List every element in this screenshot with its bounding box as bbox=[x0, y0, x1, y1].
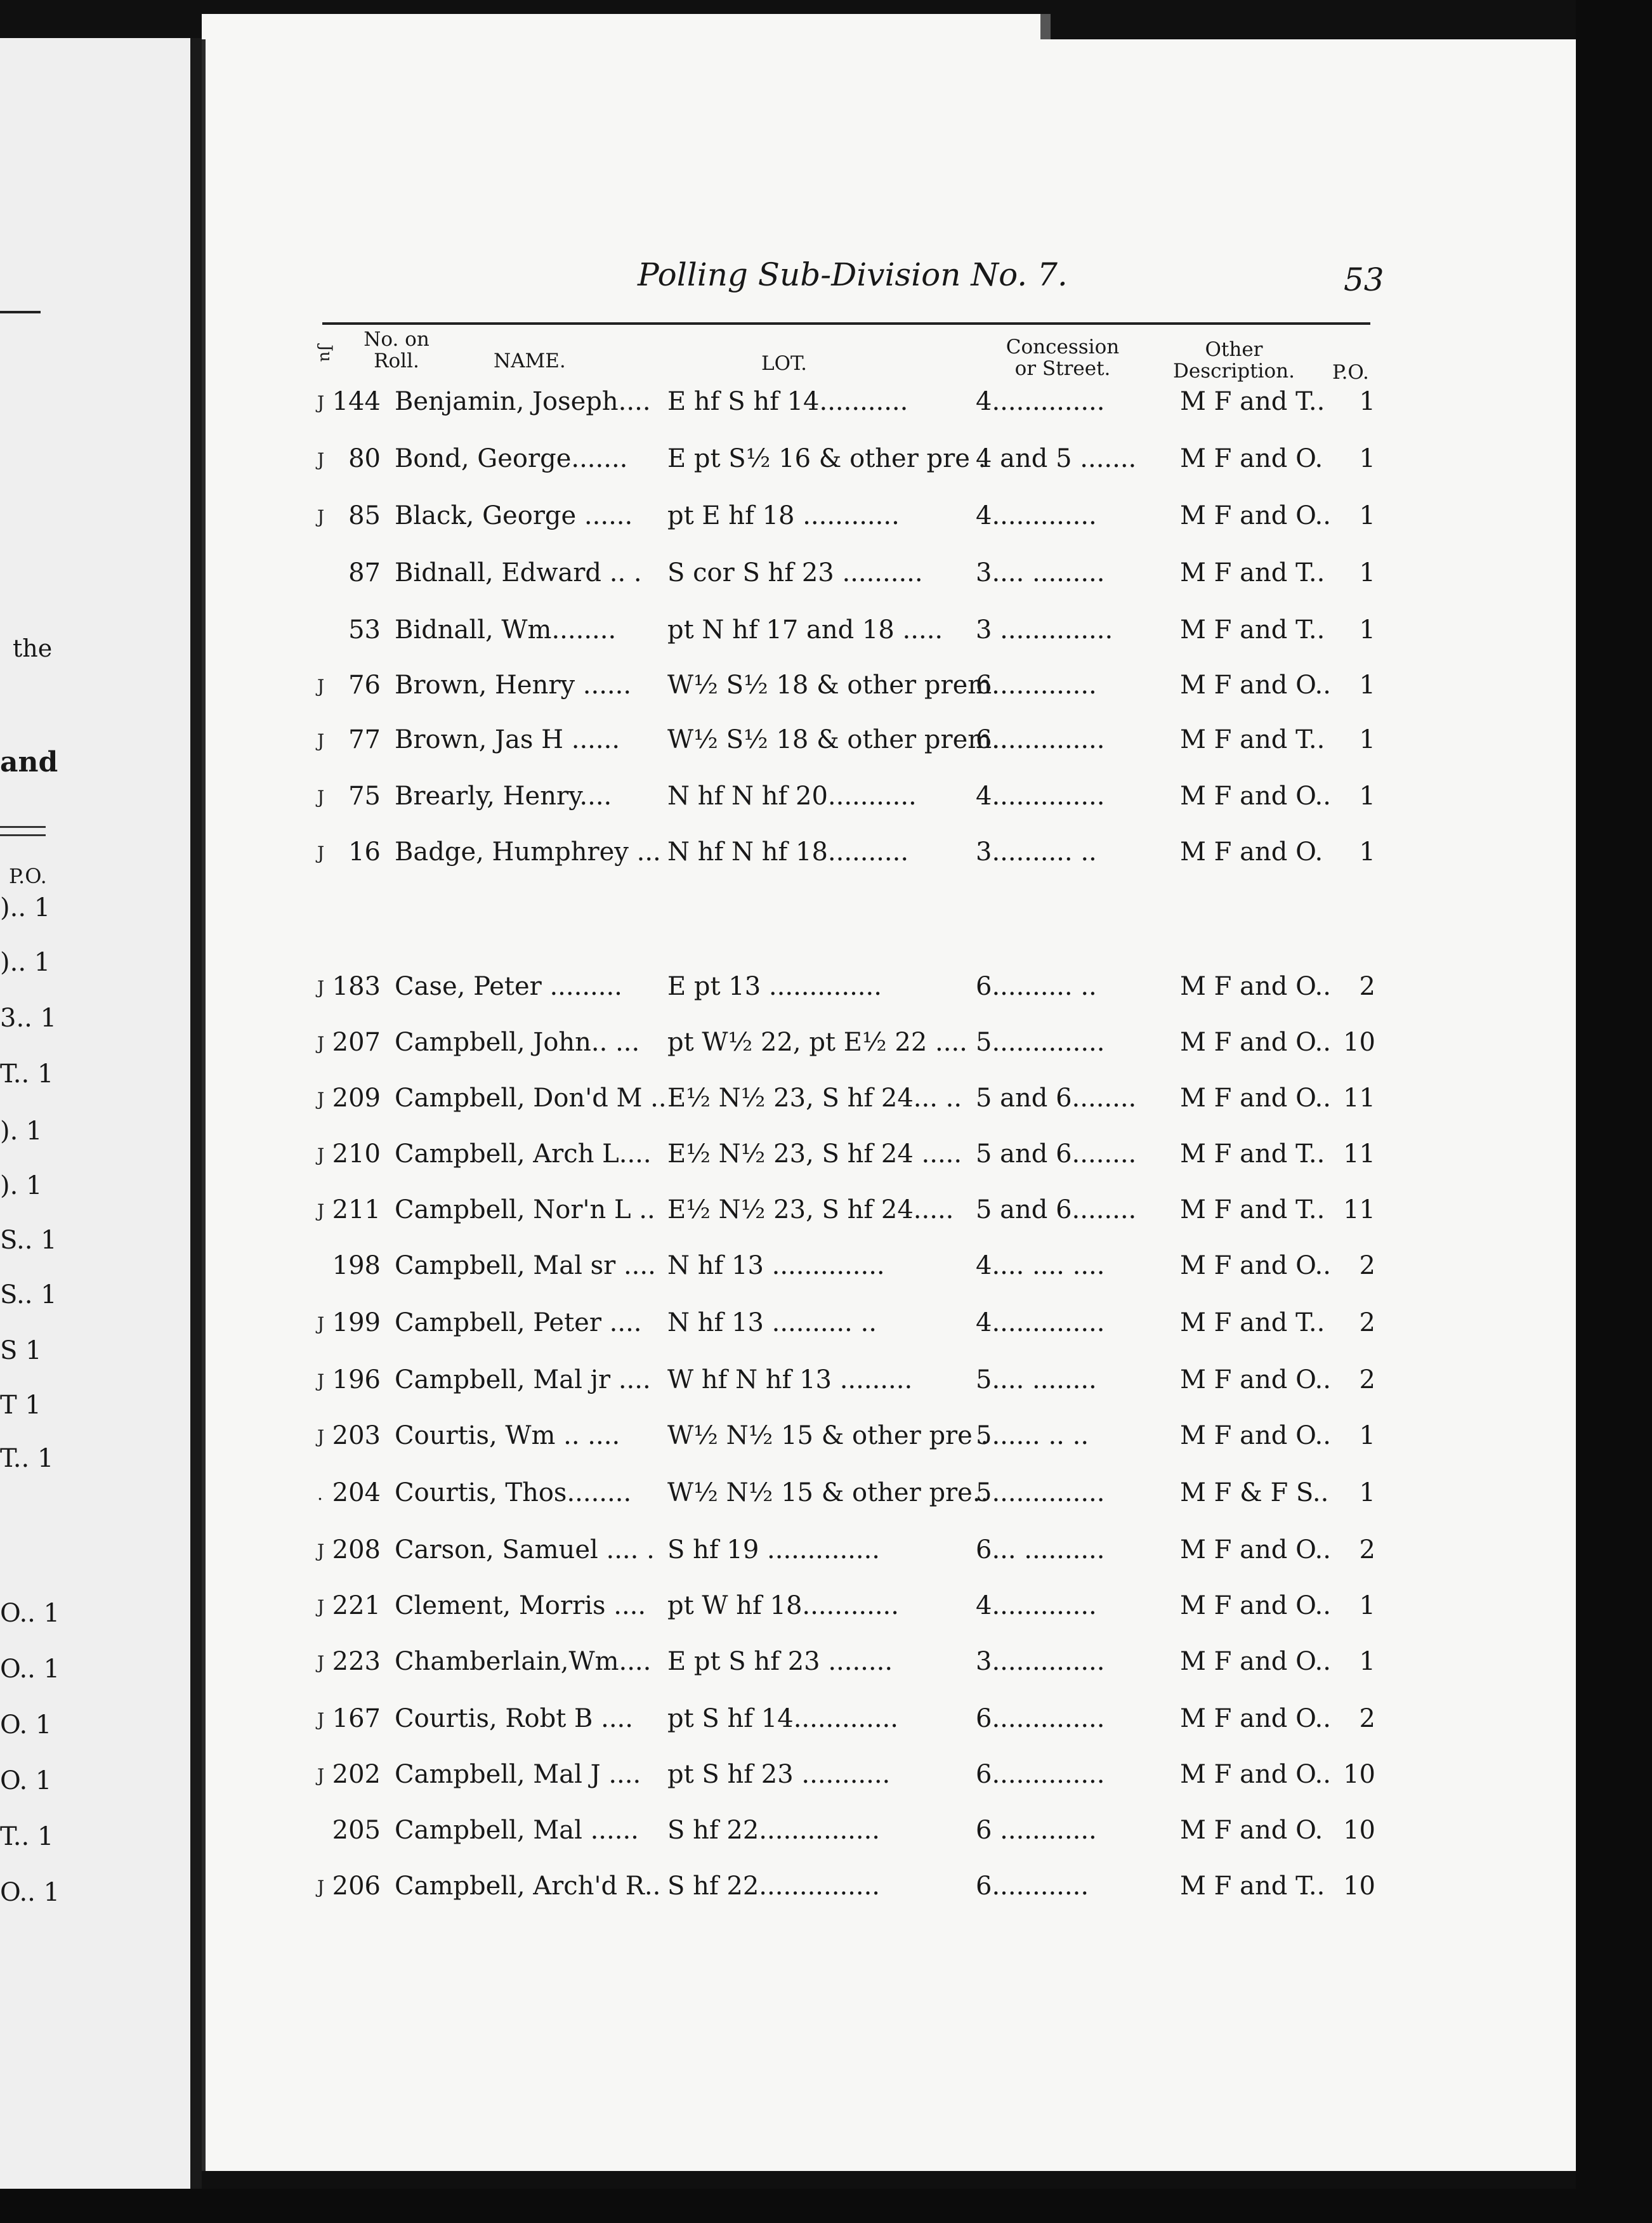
cell-roll: 211 bbox=[332, 1195, 381, 1224]
cell-mark: J bbox=[317, 1765, 325, 1786]
cell-desc: M F and T.. bbox=[1180, 725, 1325, 754]
cell-conc: 4 and 5 ....... bbox=[976, 444, 1137, 473]
left-fragment: O.. 1 bbox=[0, 1655, 60, 1684]
cell-lot: S hf 19 .............. bbox=[667, 1535, 881, 1564]
voter-row bbox=[0, 1365, 1652, 1403]
left-fragment: T.. 1 bbox=[0, 1822, 54, 1851]
cell-name: Campbell, Mal J .... bbox=[395, 1760, 641, 1789]
cell-name: Chamberlain,Wm.... bbox=[395, 1647, 652, 1676]
voter-row bbox=[0, 1421, 1652, 1459]
cell-lot: S hf 22............... bbox=[667, 1872, 881, 1901]
cell-mark: J bbox=[317, 787, 325, 808]
cell-mark: J bbox=[317, 1596, 325, 1617]
voter-row bbox=[0, 1139, 1652, 1177]
cell-mark: J bbox=[317, 1877, 325, 1898]
cell-po: 1 bbox=[1359, 501, 1375, 530]
cell-po: 10 bbox=[1343, 1028, 1375, 1057]
cell-roll: 80 bbox=[348, 444, 381, 473]
voter-row bbox=[0, 671, 1652, 709]
cell-lot: pt E hf 18 ............ bbox=[667, 501, 900, 530]
voter-row bbox=[0, 1084, 1652, 1122]
cell-mark: J bbox=[317, 1033, 325, 1054]
left-po-header: P.O. bbox=[9, 864, 47, 888]
cell-name: Campbell, Arch'd R.. bbox=[395, 1872, 661, 1901]
cell-conc: 6.............. bbox=[976, 725, 1105, 754]
cell-desc: M F and T.. bbox=[1180, 1872, 1325, 1901]
cell-lot: E½ N½ 23, S hf 24 ..... bbox=[667, 1139, 962, 1169]
cell-mark: J bbox=[317, 1652, 325, 1673]
cell-name: Bidnall, Wm........ bbox=[395, 615, 617, 645]
cell-mark: J bbox=[317, 1426, 325, 1447]
left-fragment: ).. 1 bbox=[0, 893, 51, 922]
voter-row bbox=[0, 725, 1652, 763]
cell-conc: 4.... .... .... bbox=[976, 1251, 1105, 1280]
cell-desc: M F and T.. bbox=[1180, 615, 1325, 645]
header-concession-line2: or Street. bbox=[1014, 357, 1111, 380]
voter-row bbox=[0, 501, 1652, 539]
cell-po: 10 bbox=[1343, 1872, 1375, 1901]
cell-mark: J bbox=[317, 1370, 325, 1391]
cell-lot: W½ S½ 18 & other prem. bbox=[667, 671, 1000, 700]
left-fragment: ). 1 bbox=[0, 1117, 43, 1146]
header-lot: LOT. bbox=[761, 352, 807, 375]
cell-roll: 75 bbox=[348, 782, 381, 811]
cell-po: 2 bbox=[1359, 1251, 1375, 1280]
cell-desc: M F and O.. bbox=[1180, 782, 1331, 811]
cell-name: Benjamin, Joseph.... bbox=[395, 387, 651, 416]
cell-conc: 4............. bbox=[976, 1591, 1097, 1620]
cell-conc: 3.............. bbox=[976, 1647, 1105, 1676]
cell-desc: M F and O. bbox=[1180, 1816, 1323, 1845]
voter-row bbox=[0, 1872, 1652, 1910]
left-fragment: T.. 1 bbox=[0, 1444, 54, 1473]
cell-lot: E pt 13 .............. bbox=[667, 972, 882, 1001]
cell-roll: 205 bbox=[332, 1816, 381, 1845]
cell-lot: W½ S½ 18 & other prem.. bbox=[667, 725, 1008, 754]
cell-roll: 203 bbox=[332, 1421, 381, 1450]
cell-name: Campbell, Don'd M .. bbox=[395, 1084, 667, 1113]
cell-lot: S hf 22............... bbox=[667, 1816, 881, 1845]
cell-roll: 77 bbox=[348, 725, 381, 754]
cell-name: Black, George ...... bbox=[395, 501, 633, 530]
left-double-rule bbox=[0, 826, 46, 836]
cell-roll: 85 bbox=[348, 501, 381, 530]
scan-border-bottom bbox=[0, 2189, 1652, 2223]
page-top-shadow bbox=[1040, 14, 1051, 42]
cell-conc: 3.... ......... bbox=[976, 558, 1105, 587]
cell-lot: N hf N hf 18.......... bbox=[667, 837, 909, 867]
cell-roll: 196 bbox=[332, 1365, 381, 1394]
cell-po: 2 bbox=[1359, 972, 1375, 1001]
cell-conc: 6 ............ bbox=[976, 1816, 1097, 1845]
cell-lot: W hf N hf 13 ......... bbox=[667, 1365, 913, 1394]
voter-row bbox=[0, 1647, 1652, 1685]
page-number: 53 bbox=[1344, 261, 1384, 298]
cell-name: Brown, Jas H ...... bbox=[395, 725, 620, 754]
cell-name: Carson, Samuel .... . bbox=[395, 1535, 655, 1564]
header-roll bbox=[355, 329, 438, 372]
cell-name: Courtis, Robt B .... bbox=[395, 1704, 633, 1733]
voter-row bbox=[0, 615, 1652, 653]
cell-po: 1 bbox=[1359, 558, 1375, 587]
cell-desc: M F and O.. bbox=[1180, 1084, 1331, 1113]
cell-po: 2 bbox=[1359, 1704, 1375, 1733]
left-fragment: S.. 1 bbox=[0, 1226, 57, 1255]
cell-name: Campbell, Mal ...... bbox=[395, 1816, 639, 1845]
cell-conc: 4.............. bbox=[976, 387, 1105, 416]
cell-name: Campbell, Mal jr .... bbox=[395, 1365, 651, 1394]
left-fragment: S.. 1 bbox=[0, 1280, 57, 1309]
cell-conc: 3.......... .. bbox=[976, 837, 1097, 867]
cell-name: Case, Peter ......... bbox=[395, 972, 622, 1001]
cell-conc: 5.............. bbox=[976, 1478, 1105, 1507]
cell-po: 1 bbox=[1359, 387, 1375, 416]
header-concession bbox=[996, 336, 1129, 379]
scan-border-right bbox=[1576, 0, 1652, 2223]
header-description-line1: Other bbox=[1205, 338, 1263, 361]
voter-row bbox=[0, 444, 1652, 482]
cell-roll: 209 bbox=[332, 1084, 381, 1113]
left-page-rule bbox=[0, 311, 41, 313]
cell-po: 1 bbox=[1359, 725, 1375, 754]
cell-mark: J bbox=[317, 449, 325, 470]
header-description bbox=[1161, 339, 1307, 382]
cell-name: Campbell, Mal sr .... bbox=[395, 1251, 656, 1280]
cell-lot: pt N hf 17 and 18 ..... bbox=[667, 615, 943, 645]
running-head: Polling Sub-Division No. 7. bbox=[638, 256, 1068, 293]
cell-desc: M F and O. bbox=[1180, 837, 1323, 867]
cell-lot: N hf 13 .............. bbox=[667, 1251, 885, 1280]
cell-name: Campbell, John.. ... bbox=[395, 1028, 640, 1057]
cell-conc: 5.... ........ bbox=[976, 1365, 1097, 1394]
cell-desc: M F and O.. bbox=[1180, 1647, 1331, 1676]
cell-po: 1 bbox=[1359, 1647, 1375, 1676]
voter-row bbox=[0, 1251, 1652, 1289]
header-rule bbox=[322, 322, 1370, 325]
cell-name: Bond, George....... bbox=[395, 444, 628, 473]
cell-mark: J bbox=[317, 676, 325, 697]
cell-name: Courtis, Wm .. .... bbox=[395, 1421, 620, 1450]
left-fragment: O. 1 bbox=[0, 1710, 52, 1740]
voter-row bbox=[0, 1704, 1652, 1742]
voter-row bbox=[0, 1535, 1652, 1573]
left-word-the: the bbox=[13, 634, 53, 662]
header-concession-line1: Concession bbox=[1006, 336, 1120, 358]
cell-lot: S cor S hf 23 .......... bbox=[667, 558, 923, 587]
cell-conc: 4.............. bbox=[976, 1308, 1105, 1337]
cell-lot: E hf S hf 14........... bbox=[667, 387, 908, 416]
cell-conc: 5...... .. .. bbox=[976, 1421, 1089, 1450]
cell-po: 1 bbox=[1359, 444, 1375, 473]
left-fragment: O. 1 bbox=[0, 1766, 52, 1795]
cell-mark: J bbox=[317, 730, 325, 751]
cell-name: Brearly, Henry.... bbox=[395, 782, 612, 811]
cell-po: 2 bbox=[1359, 1308, 1375, 1337]
header-roll-line2: Roll. bbox=[374, 350, 419, 372]
voter-row bbox=[0, 837, 1652, 875]
voter-row bbox=[0, 782, 1652, 820]
cell-mark: J bbox=[317, 1709, 325, 1730]
cell-po: 10 bbox=[1343, 1816, 1375, 1845]
cell-po: 11 bbox=[1343, 1084, 1375, 1113]
cell-lot: pt S hf 14............. bbox=[667, 1704, 898, 1733]
cell-desc: M F & F S.. bbox=[1180, 1478, 1329, 1507]
cell-roll: 53 bbox=[348, 615, 381, 645]
voter-row bbox=[0, 1028, 1652, 1066]
cell-desc: M F and T.. bbox=[1180, 1195, 1325, 1224]
cell-roll: 167 bbox=[332, 1704, 381, 1733]
cell-desc: M F and O.. bbox=[1180, 1760, 1331, 1789]
cell-lot: E pt S½ 16 & other pre . bbox=[667, 444, 987, 473]
cell-roll: 221 bbox=[332, 1591, 381, 1620]
cell-roll: 207 bbox=[332, 1028, 381, 1057]
header-po: P.O. bbox=[1332, 361, 1369, 384]
cell-conc: 6............ bbox=[976, 1872, 1089, 1901]
cell-roll: 144 bbox=[332, 387, 381, 416]
cell-roll: 199 bbox=[332, 1308, 381, 1337]
cell-po: 1 bbox=[1359, 615, 1375, 645]
voter-row bbox=[0, 1816, 1652, 1854]
cell-roll: 76 bbox=[348, 671, 381, 700]
cell-name: Campbell, Peter .... bbox=[395, 1308, 642, 1337]
cell-desc: M F and T.. bbox=[1180, 387, 1325, 416]
page-top-edge bbox=[202, 14, 1046, 42]
cell-roll: 204 bbox=[332, 1478, 381, 1507]
cell-conc: 6.............. bbox=[976, 1760, 1105, 1789]
cell-desc: M F and T.. bbox=[1180, 1308, 1325, 1337]
voter-row bbox=[0, 1478, 1652, 1516]
cell-mark: J bbox=[317, 977, 325, 998]
cell-mark: . bbox=[317, 1483, 323, 1504]
cell-desc: M F and T.. bbox=[1180, 558, 1325, 587]
cell-name: Bidnall, Edward .. . bbox=[395, 558, 642, 587]
cell-conc: 4.............. bbox=[976, 782, 1105, 811]
cell-mark: J bbox=[317, 506, 325, 527]
cell-lot: W½ N½ 15 & other pre . bbox=[667, 1421, 989, 1450]
left-fragment: S 1 bbox=[0, 1336, 42, 1365]
cell-mark: J bbox=[317, 1313, 325, 1334]
cell-conc: 3 .............. bbox=[976, 615, 1113, 645]
voter-row bbox=[0, 558, 1652, 596]
cell-po: 1 bbox=[1359, 1478, 1375, 1507]
cell-conc: 5 and 6........ bbox=[976, 1084, 1137, 1113]
cell-roll: 183 bbox=[332, 972, 381, 1001]
cell-roll: 210 bbox=[332, 1139, 381, 1169]
cell-mark: J bbox=[317, 392, 325, 413]
left-fragment: 3.. 1 bbox=[0, 1004, 57, 1033]
cell-mark: J bbox=[317, 843, 325, 863]
cell-name: Campbell, Arch L.... bbox=[395, 1139, 652, 1169]
cell-lot: E pt S hf 23 ........ bbox=[667, 1647, 893, 1676]
cell-mark: J bbox=[317, 1144, 325, 1165]
left-fragment: T.. 1 bbox=[0, 1059, 54, 1089]
left-word-and: and bbox=[0, 746, 58, 778]
cell-mark: J bbox=[317, 1540, 325, 1561]
cell-desc: M F and O.. bbox=[1180, 501, 1331, 530]
cell-lot: pt W½ 22, pt E½ 22 .... bbox=[667, 1028, 967, 1057]
cell-conc: 4............. bbox=[976, 501, 1097, 530]
left-fragment: O.. 1 bbox=[0, 1599, 60, 1628]
cell-roll: 198 bbox=[332, 1251, 381, 1280]
left-fragment: O.. 1 bbox=[0, 1878, 60, 1907]
cell-roll: 208 bbox=[332, 1535, 381, 1564]
cell-po: 11 bbox=[1343, 1139, 1375, 1169]
cell-name: Courtis, Thos........ bbox=[395, 1478, 632, 1507]
cell-roll: 87 bbox=[348, 558, 381, 587]
cell-name: Campbell, Nor'n L .. bbox=[395, 1195, 655, 1224]
cell-roll: 16 bbox=[348, 837, 381, 867]
header-name: NAME. bbox=[494, 350, 566, 372]
voter-row bbox=[0, 387, 1652, 425]
cell-po: 1 bbox=[1359, 782, 1375, 811]
cell-desc: M F and O.. bbox=[1180, 972, 1331, 1001]
cell-conc: 5.............. bbox=[976, 1028, 1105, 1057]
cell-po: 10 bbox=[1343, 1760, 1375, 1789]
left-fragment: T 1 bbox=[0, 1391, 41, 1420]
cell-conc: 6... .......... bbox=[976, 1535, 1105, 1564]
left-fragment: ). 1 bbox=[0, 1171, 43, 1200]
cell-mark: J bbox=[317, 1200, 325, 1221]
cell-conc: 6 ............ bbox=[976, 671, 1097, 700]
voter-row bbox=[0, 1308, 1652, 1346]
cell-conc: 6.............. bbox=[976, 1704, 1105, 1733]
cell-po: 2 bbox=[1359, 1365, 1375, 1394]
voter-row bbox=[0, 1591, 1652, 1629]
cell-lot: N hf 13 .......... .. bbox=[667, 1308, 877, 1337]
left-fragment: ).. 1 bbox=[0, 948, 51, 977]
cell-desc: M F and O.. bbox=[1180, 1251, 1331, 1280]
cell-lot: E½ N½ 23, S hf 24..... bbox=[667, 1195, 954, 1224]
cell-lot: N hf N hf 20........... bbox=[667, 782, 917, 811]
cell-lot: E½ N½ 23, S hf 24... .. bbox=[667, 1084, 962, 1113]
cell-name: Clement, Morris .... bbox=[395, 1591, 646, 1620]
cell-lot: pt S hf 23 ........... bbox=[667, 1760, 891, 1789]
cell-po: 1 bbox=[1359, 671, 1375, 700]
cell-po: 1 bbox=[1359, 837, 1375, 867]
cell-roll: 206 bbox=[332, 1872, 381, 1901]
cell-name: Brown, Henry ...... bbox=[395, 671, 632, 700]
cell-desc: M F and T.. bbox=[1180, 1139, 1325, 1169]
cell-po: 11 bbox=[1343, 1195, 1375, 1224]
cell-po: 2 bbox=[1359, 1535, 1375, 1564]
cell-desc: M F and O.. bbox=[1180, 1365, 1331, 1394]
cell-desc: M F and O.. bbox=[1180, 671, 1331, 700]
cell-po: 1 bbox=[1359, 1591, 1375, 1620]
cell-lot: pt W hf 18............ bbox=[667, 1591, 899, 1620]
voter-row bbox=[0, 1195, 1652, 1233]
cell-conc: 5 and 6........ bbox=[976, 1195, 1137, 1224]
header-roll-line1: No. on bbox=[364, 328, 429, 351]
cell-mark: J bbox=[317, 1089, 325, 1110]
cell-desc: M F and O.. bbox=[1180, 1591, 1331, 1620]
cell-lot: W½ N½ 15 & other pre.. bbox=[667, 1478, 989, 1507]
voter-row bbox=[0, 1760, 1652, 1798]
cell-desc: M F and O.. bbox=[1180, 1704, 1331, 1733]
cell-conc: 6.......... .. bbox=[976, 972, 1097, 1001]
voter-row bbox=[0, 972, 1652, 1010]
cell-name: Badge, Humphrey ... bbox=[395, 837, 661, 867]
cell-desc: M F and O.. bbox=[1180, 1535, 1331, 1564]
cell-roll: 202 bbox=[332, 1760, 381, 1789]
cell-roll: 223 bbox=[332, 1647, 381, 1676]
cell-conc: 5 and 6........ bbox=[976, 1139, 1137, 1169]
cell-desc: M F and O. bbox=[1180, 444, 1323, 473]
header-mark: Ju bbox=[316, 344, 336, 362]
cell-desc: M F and O.. bbox=[1180, 1421, 1331, 1450]
cell-desc: M F and O.. bbox=[1180, 1028, 1331, 1057]
cell-po: 1 bbox=[1359, 1421, 1375, 1450]
header-description-line2: Description. bbox=[1173, 360, 1295, 383]
